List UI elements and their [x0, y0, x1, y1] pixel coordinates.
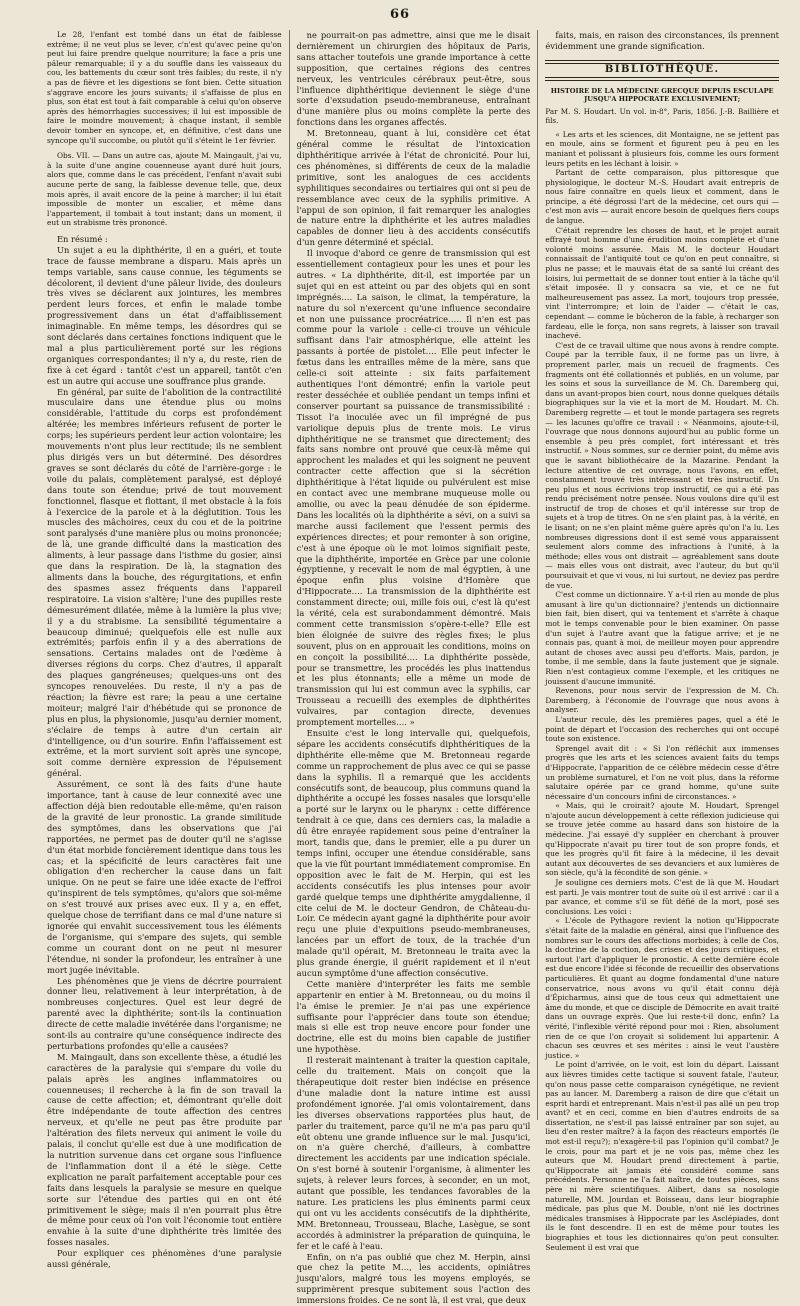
paragraph: Les phénomènes que je viens de décrire pourraient donner lieu, relativement à leur interprétation, à de nombreuses conjectures. Quel est leur degré de parenté avec la diphthérite; sont-ils la continuation directe de cette maladie invétérée dans l'organisme; ne sont-ils au contraire qu'une conséquence indirecte des perturbations profondes qu'elle a causées?	[47, 976, 282, 1052]
paragraph: ne pourrait-on pas admettre, ainsi que me le disait dernièrement un chirurgien des hôpitaux de Paris, sans attacher toutefois une grande importance à cette supposition, que certaines régions des centres nerveux, les ventricules cérébraux peut-être, sous l'influence diphthéritique deviennent le siège d'une sorte d'exsudation pseudo-membraneuse, entraînant d'une manière plus ou moins complète la perte des fonctions dans les organes affectés.	[297, 30, 531, 128]
paragraph: Il resterait maintenant à traiter la question capitale, celle du traitement. Mais on conçoit que la thérapeutique doit rester bien indécise en présence d'une maladie dont la nature intime est aussi profondément ignorée. J'ai omis volontairement, dans les diverses observations rapportées plus haut, de parler du traitement, parce qu'il ne m'a pas paru qu'il eût obtenu une grande influence sur le mal. Jusqu'ici, on n'a guère cherché, d'ailleurs, à combattre directement les accidents par une indication spéciale. On s'est borné à soutenir l'organisme, à alimenter les sujets, à relever leurs forces, à seconder, en un mot, autant que possible, les tendances favorables de la nature. Les praticiens les plus éminents parmi ceux qui ont vu les accidents consécutifs de la diphthérite, MM. Bretonneau, Trousseau, Blache, Lasègue, se sont accordés à administrer la préparation de quinquina, le fer et le café à l'eau.	[297, 1055, 531, 1251]
paragraph: Il invoque d'abord ce genre de transmission qui est essentiellement contagieux pour les unes et pour les autres. « La diphthérite, dit-il, est importée par un sujet qui en est atteint ou par des objets qui en sont imprégnés…. La saison, le climat, la température, la nature du sol n'exercent qu'une influence secondaire et non une puissance procréatrice….. Il n'en est pas comme pour la variole : celle-ci trouve un véhicule suffisant dans l'air atmosphérique, elle atteint les passants à portée de pistolet…. Elle peut infecter le fœtus dans les entrailles même de la mère, sans que celle-ci soit atteinte : six faits parfaitement authentiques l'ont démontré; enfin la variole peut rester desséchée et oubliée pendant un temps infini et conserver pourtant sa puissance de transmissibilité : Tissot l'a inoculée avec un fil imprégné de pus variolique depuis plus de trente mois. Le virus diphthéritique ne se transmet que directement; des faits sans nombre ont prouvé que ceux-là même qui approchent les malades et qui les soignent ne peuvent contracter cette affection que si la sécrétion diphthéritique à l'état liquide ou pulvérulent est mise en contact avec une membrane muqueuse molle ou amollie, ou avec la peau dénudée de son épiderme. Dans les localités où la diphthérite a sévi, on a suivi sa marche aussi facilement que l'essent permis des expériences directes; et pour remonter à son origine, c'est à une époque où le mot loimos signifiait peste, que la diphthérite, importée en Grèce par une colonie égyptienne, y recevait le nom de mal égyptien, à une époque enfin plus voisine d'Homère que d'Hippocrate…. La transmission de la diphthérite est constamment directe; oui, mille fois oui, c'est là qu'est la vérité, cela est surabondamment démontré. Mais comment cette transmission s'opère-t-elle? Elle est bien éloignée de suivre des règles fixes; le plus souvent, plus on en approuait les conditions, moins on en conçoit la possibilité…. La diphthérite possède, pour se transmettre, les procédés les plus inattendus et les plus étonnants; elle a même un mode de transmission qui lui est commun avec la syphilis, car Trousseau a recueilli des exemples de diphthérites vulvaires, par contagion directe, devenues promptement mortelles…. »	[297, 248, 531, 728]
paragraph: M. Bretonneau, quant à lui, considère cet état général comme le résultat de l'intoxication diphthéritique arrivée à l'état de chronicité. Pour lui, ces phénomènes, si différents de ceux de la maladie primitive, sont les analogues de ces accidents syphilitiques secondaires ou tertiaires qui ont si peu de ressemblance avec ceux de la syphilis primitive. A l'appui de son opinion, il fait remarquer les analogies de nature entre la diphthérite et les autres maladies capables de donner lieu à des accidents consécutifs d'un genre déterminé et spécial.	[297, 128, 531, 248]
paragraph: Enfin, on n'a pas oublié que chez M. Herpin, ainsi que chez la petite M…, les accidents, opiniâtres jusqu'alors, malgré tous les moyens employés, se supprimèrent presque subitement sous l'action des immersions froides. Ce ne sont là, il est vrai, que deux	[297, 1252, 531, 1306]
paragraph: Cette manière d'interpréter les faits me semble appartenir en entier à M. Bretonneau, ou du moins il l'a émise le premier. Je n'ai pas une expérience suffisante pour l'apprécier dans toute son étendue; mais si elle est trop neuve encore pour fonder une doctrine, elle est du moins bien capable de justifier une hypothèse.	[297, 979, 531, 1055]
paragraph: M. Maingault, dans son excellente thèse, a étudié les caractères de la paralysie qui s'empare du voile du palais après les angines inflammatoires ou couenneuses; il recherche à la fin de son travail la cause de cette affection; et, démontrant qu'elle doit être indépendante de toute affection des centres nerveux, et qu'elle ne peut pas être produite par l'altération des filets nerveux qui animent le voile du palais, il conclut qu'elle est due à une modification de la nutrition survenue dans cet organe sous l'influence de l'inflammation dont il a été le siège. Cette explication ne paraît parfaitement acceptable pour ces faits dans lesquels la paralysie se mesure en quelque sorte sur l'étendue des parties qui en ont été primitivement le siège; mais il n'en pourrait plus être de même pour ceux où l'on voit l'économie tout entière envahie à la suite d'une diphthérite très limitée des fosses nasales.	[47, 1052, 282, 1248]
paragraph: Sprengel avait dit : « Si l'on réfléchit aux immenses progrès que les arts et les sciences avaient faits du temps d'Hippocrate, l'apparition de ce célèbre médecin cesse d'être un problème surnaturel, et l'on ne voit plus, dans la réforme salutaire opérée par ce grand homme, qu'une suite nécessaire d'un concours infini de circonstances. »	[545, 744, 779, 802]
paragraph: « L'école de Pythagore revient la notion qu'Hippocrate s'était faite de la maladie en général, ainsi que l'influence des nombres sur le cours des affections morbides; à celle de Cos, la doctrine de la coction, des crises et des jours critiques, et surtout l'art d'appliquer le pronostic. A cette dernière école est due encore l'idée si féconde de recueillir des observations particulières. Et quant au dogme fondamental d'une nature conservatrice, nous avons vu qu'il était connu déjà d'Épicharmus, ainsi que de tous ceux qui admettaient une âme du monde, et que ce disciple de Démocrite en avait traité dans un ouvrage exprès. Que lui reste-t-il donc, enfin? La vérité, l'inflexible vérité répond pour moi : Rien, absolument rien de ce que l'on croyait si solidement lui appartenir. A chacun ses œuvres et ses mérites : ainsi le veut l'austère justice. »	[545, 916, 779, 1060]
column-right	[537, 30, 786, 1120]
paragraph: C'était reprendre les choses de haut, et le projet aurait effrayé tout homme d'une érudition moins complète et d'une volonté moins assurée. Mais M. le docteur Houdart connaissait de l'antiquité tout ce qu'on en peut connaître, si plus ne passe; et le mauvais état de sa santé lui créant des loisirs, lui permettait de se donner tout entier à la tâche qu'il s'était imposée. Il y consacra sa vie, et ce ne fut malheureusement pas assez. La mort, toujours trop pressée, vint l'interrompre; et loin de l'aider — c'était le cas, cependant — comme le bûcheron de la fable, à recharger son fardeau, elle le força, non sans regrets, à laisser son travail inachevé.	[545, 226, 779, 341]
columns	[40, 30, 786, 1120]
paragraph: C'est de ce travail ultime que nous avons à rendre compte. Coupé par la terrible faux, il ne forme pas un livre, à proprement parler, mais un recueil de fragments. Ces fragments ont été collationnés et publiés, en un volume, par les soins et sous la surveillance de M. Ch. Daremberg qui, dans un avant-propos bien court, nous donne quelques détails biographiques sur la vie et la mort de M. Houdart. M. Ch. Daremberg regrette — et tout le monde partagera ses regrets — les lacunes qu'offre ce travail : « Néanmoins, ajoute-t-il, l'ouvrage que nous donnons aujourd'hui au public forme un ensemble à peu près complet, fort intéressant et très instructif. » Nous sommes, sur ce dernier point, du même avis que le savant bibliothécaire de la Mazarine. Pendant la lecture attentive de cet ouvrage, nous l'avons, en effet, constamment trouvé très intéressant et très instructif. Un peu plus et nous écrivions trop instructif, ce qui a été pas rendu précisément notre pensée. Nous voulons dire qu'il est instructif de trop de choses et qu'il intéresse sur trop de sujets et à trop de titres. On ne s'en plaint pas, à la vérité, en le lisant; on ne s'en plaint même guère après qu'on l'a lu. Les nombreuses digressions dont il est semé vous apparaissent seulement alors comme des infractions à l'unité, à la méthode; elles vous ont distrait — agréablement sans doute — mais elles vous ont distrait, avec l'auteur, du but qu'il poursuivait et que vi vous, ni lui surtout, ne deviez pas perdre de vue.	[545, 341, 779, 590]
paragraph: Partant de cette comparaison, plus pittoresque que physiologique, le docteur M.-S. Houdart avait entrepris de nous faire connaître en quels lieux et comment, dans le principe, a été dégrossi l'art de la médecine, cet ours qui — c'est mon avis — aurait encore besoin de quelques fiers coups de langue.	[545, 168, 779, 226]
paragraph: En général, par suite de l'abolition de la contractilité musculaire dans une étendue plus ou moins considérable, l'attitude du corps est profondément altérée; les membres inférieurs refusent de porter le corps; les supérieurs perdent leur action volontaire; les mouvements n'ont plus leur rectitude; ils ne semblent plus dirigés vers un but déterminé. Des désordres graves se sont déclarés du côté de l'arrière-gorge : le voile du palais, complètement paralysé, est déployé dans toute son étendue; privé de tout mouvement fonctionnel, flasque et flottant, il met obstacle à la fois à l'exercice de la parole et à la déglutition. Tous les muscles des mâchoires, ceux du cou et de la poitrine sont paralysés d'une manière plus ou moins prononcée; de là, une grande difficulté dans la mastication des aliments, à leur passage dans l'isthme du gosier, ainsi que dans la respiration. De là, la stagnation des aliments dans la bouche, des régurgitations, et enfin des spasmes assez fréquents dans l'appareil respiratoire. La vision s'altère; l'une des pupilles reste démesurément dilatée, même à la lumière la plus vive; il y a du strabisme. La sensibilité tégumentaire a beaucoup diminué; quelquefois elle est nulle aux extrémités; parfois enfin il y a des aberrations de sensations. Certains malades ont de l'œdème à diverses régions du corps. Chez d'autres, il apparaît des plaques gangréneuses; quelques-uns ont des syncopes renouvelées. Du reste, il n'y a pas de réaction; la fièvre est rare; la peau a une certaine moiteur; malgré l'air d'hébétude qui se prononce de plus en plus, la physionomie, jusqu'au dernier moment, s'éclaire de temps à autre d'un certain air d'intelligence, ou d'un sourire. Enfin l'affaissement est extrême, et la mort survient soit après une syncope, soit comme dernière expression de l'épuisement général.	[47, 387, 282, 780]
paragraph: Le point d'arrivée, on le voit, est loin du départ. Laissant aux lièvres timides cette tactique si souvent fatale, l'auteur, qu'on nous passe cette comparaison cynégétique, ne revient pas au lancer. M. Daremberg a raison de dire que c'était un esprit hardi et entreprenant. Mais n'est-il pas allé un peu trop avant? et en ceci, comme en bien d'autres endroits de sa dissertation, ne s'est-il pas laissé entraîner par son sujet, au lieu d'en rester maître? à la façon des réacteurs emportés (le mot est-il reçu?); n'exagère-t-il pas l'opinion qu'il combat? Je le crois, pour ma part et je ne vois pas, même chez les auteurs que M. Houdart prend directement à partie, qu'Hippocrate ait jamais été considéré comme sans précédents. Personne ne l'a fait naître, de toutes pièces, sans père ni mère scientifiques. Alibert, dans sa nosologie naturelle, MM. Jourdan et Boisseau, dans leur biographie médicale, pas plus que M. Double, n'ont nié les doctrines médicales transmises à Hippocrate par les Asclépiades, dont ils le font descendre. Il en est de même pour toutes les biographies et tous les dictionnaires qu'on peut consulter. Seulement il est vrai que	[545, 1060, 779, 1252]
paragraph: « Les arts et les sciences, dit Montaigne, ne se jettent pas en moule, ains se forment et figurent peu à peu en les maniant et polissant à plusieurs fois, comme les ours forment leurs petits en les léchant à loisir. »	[545, 130, 779, 168]
paragraph: Le 28, l'enfant est tombé dans un état de faiblesse extrême; il ne veut plus se lever, c'n'est qu'avec peine qu'on peut lui faire prendre quelque nourriture; la face a pris une pâleur remarquable; il y a du souffle dans les vaisseaux du cou, les battements du cœur sont très faibles; du reste, il n'y a pas de fièvre et les digestions se font bien. Cette situation s'aggrave encore les jours suivants; il s'affaisse de plus en plus, son état est tout à fait comparable à celui qu'on observe après des hémorrhagies successives; il lui est impossible de faire le moindre mouvement; à chaque instant, il semble devoir tomber en syncope, et, en définitive, c'est dans une syncope qu'il succombe, ou plutôt qu'il s'éteint le 1er février.	[47, 30, 282, 145]
paragraph: « Mais, qui le croirait? ajoute M. Houdart, Sprengel n'ajoute aucun développement à cette réflexion judicieuse qui se trouve jetée comme au hasard dans son histoire de la médecine. J'ai essayé d'y suppléer en cherchant à prouver qu'Hippocrate n'avait pu tirer tout de son propre fonds, et que les progrès qu'il fit faire à la médecine, il les devait autant aux découvertes de ses devanciers et aux lumières de son siècle, qu'à la fécondité de son génie. »	[545, 801, 779, 878]
paragraph: Je souligne ces derniers mots. C'est de là que M. Houdart est parti. Je vais montrer tout de suite où il est arrivé : car il a par avance, et comme s'il se fût défié de la mort, posé ses conclusions. Les voici :	[545, 878, 779, 916]
paragraph: faits, mais, en raison des circonstances, ils prennent évidemment une grande signification.	[545, 30, 779, 52]
paragraph: Ensuite c'est le long intervalle qui, quelquefois, sépare les accidents consécutifs diphthéritiques de la diphthérite elle-même que M. Bretonneau regarde comme un rapprochement de plus avec ce qui se passe dans la syphilis. Il a remarqué que les accidents consécutifs sont, de beaucoup, plus communs quand la diphthérite a occupé les fosses nasales que lorsqu'elle a porté sur le larynx ou le pharynx : cette différence tendrait à ce que, dans ces derniers cas, la maladie a dû être enrayée rapidement sous peine d'entraîner la mort, tandis que, dans le premier, elle a pu durer un temps infini, occuper une étendue considérable, sans que la vie fût pourtant immédiatement compromise. En opposition avec le fait de M. Herpin, qui est les accidents consécutifs les plus intenses pour avoir gardé quelque temps une diphthérite amygdalienne, il cite celui de M. le docteur Gendron, de Château-du-Loir. Ce médecin ayant gagné la diphthérite pour avoir reçu une pluie d'expuitions pseudo-membraneuses, lancées par un effort de toux, de la trachée d'un malade qu'il opérait, M. Bretonneau le traita avec la plus grande énergie, il guérit rapidement et il n'eut aucun symptôme d'une affection consécutive.	[297, 728, 531, 979]
section-title	[545, 60, 779, 81]
paragraph: En résumé :	[47, 234, 282, 245]
paragraph: C'est comme un dictionnaire. Y a-t-il rien au monde de plus amusant à lire qu'un dictionnaire? j'entends un dictionnaire bien fait, bien disert, qui va tentement et s'arrête à chaque mot le temps convenable pour le bien examiner. On passe d'un sujet à l'autre avant que la fatigue arrive; et je ne connais pas, quant à moi, de meilleur moyen pour apprendre autant de choses avec aussi peu d'efforts. Mais, pardon, je tombe, il me semble, dans la faute justement que je signale. Rien n'est contagieux comme l'exemple, et les critiques ne jouissent d'aucune immunité.	[545, 590, 779, 686]
section-title-text: BIBLIOTHÈQUE.	[545, 63, 779, 78]
paragraph: Obs. VII. — Dans un autre cas, ajoute M. Maingault, j'ai vu, à la suite d'une angine couenneuse ayant duré huit jours, alors que, comme dans le cas précédent, l'enfant n'avait subi aucune perte de sang, la faiblesse devenue telle, que, deux mois après, il avait encore de la peine à marcher; il lui était impossible de monter un escalier, et même dans l'appartement, il tombait à tout instant; dans un moment, il eut un strabisme très prononcé.	[47, 151, 282, 228]
column-left	[40, 30, 289, 1120]
page-number: 66	[0, 7, 800, 22]
paragraph: Pour expliquer ces phénomènes d'une paralysie aussi générale,	[47, 1248, 282, 1270]
column-middle	[289, 30, 538, 1120]
article-title: HISTOIRE DE LA MÉDECINE GRECQUE DEPUIS ESCULAPE JUSQU'A HIPPOCRATE EXCLUSIVEMENT;	[545, 87, 779, 104]
byline: Par M. S. Houdart. Un vol. in-8°, Paris, 1856. J.-B. Baillière et fils.	[545, 107, 779, 126]
paragraph: Assurément, ce sont là des faits d'une haute importance, tant à cause de leur connexité avec une affection déjà bien redoutable elle-même, qu'en raison de la gravité de leur pronostic. La grande similitude des symptômes, dans les observations que j'ai rapportées, ne permet pas de douter qu'il ne s'agisse d'un état morbide foncièrement identique dans tous les cas; et la spécificité de leurs caractères fait une obligation d'en rechercher la cause dans un fait unique. On ne peut se faire une idée exacte de l'effroi qu'inspirent de tels symptômes, qu'alors que soi-même on s'est trouvé aux prises avec eux. Il y a, en effet, quelque chose de terrifiant dans ce mal d'une nature si ignorée qui envahit successivement tous les éléments de l'organisme, qui s'empare des sujets, qui semble comme un courant dont on ne peut ni mesurer l'étendue, ni sonder la profondeur, les entraîner à une mort jugée inévitable.	[47, 779, 282, 975]
paragraph: Un sujet a eu la diphthérite, il en a guéri, et toute trace de fausse membrane a disparu. Mais après un temps variable, sans cause connue, les téguments se décolorent, il devient d'une pâleur livide, des douleurs très vives se déclarent aux jointures, les membres perdent leurs forces, et enfin le malade tombe progressivement dans un état d'affaiblissement inimaginable. En même temps, les désordres qui se sont déclarés dans certaines fonctions indiquent que le mal a plus particulièrement porté sur les régions organiques correspondantes; il n'y a, du reste, rien de fixe à cet égard : tantôt c'est un appareil, tantôt c'en est un autre qui accuse une souffrance plus grande.	[47, 245, 282, 387]
paragraph: Revenons, pour nous servir de l'expression de M. Ch. Daremberg, à l'économie de l'ouvrage que nous avons à analyser.	[545, 686, 779, 715]
paragraph: L'auteur recule, dès les premières pages, quel a été le point de départ et l'occasion des recherches qui ont occupé toute son existence.	[545, 715, 779, 744]
